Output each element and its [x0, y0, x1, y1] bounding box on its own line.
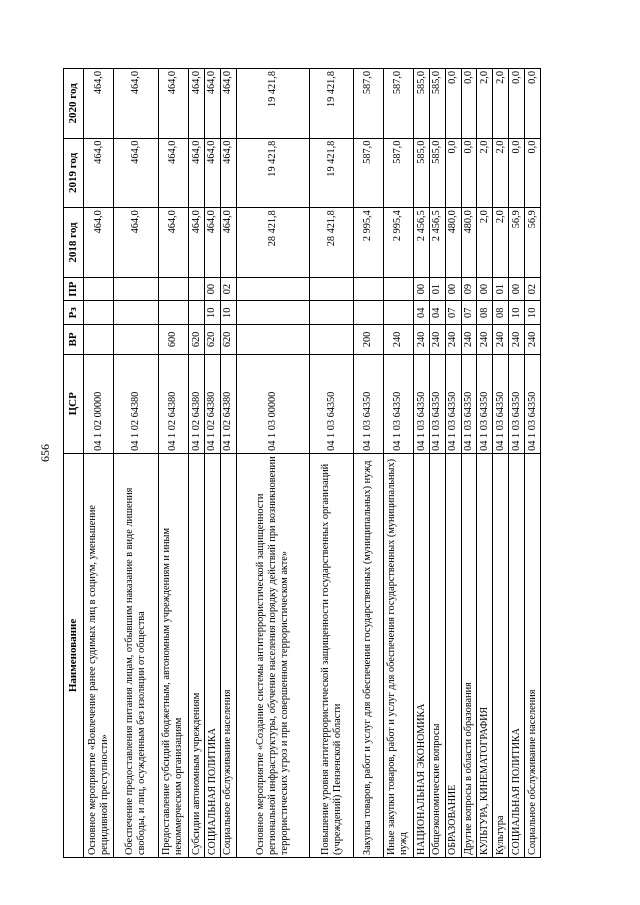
cell-2020: 2,0 [477, 69, 493, 139]
cell-2020: 587,0 [354, 69, 383, 139]
cell-2018: 464,0 [84, 208, 114, 278]
header-csr: ЦСР [64, 354, 84, 453]
header-pr: ПР [64, 277, 84, 301]
cell-rz [383, 301, 413, 325]
cell-csr: 04 1 02 64380 [158, 354, 188, 453]
cell-name: Основное мероприятие «Создание системы антитеррористической защищенности региональной инфраструктуры, обучение населения порядку действий при возникновении террористических угроз и при совершенном террористическом акте» [236, 453, 310, 857]
cell-2018: 2,0 [477, 208, 493, 278]
cell-name: Культура [493, 453, 509, 857]
cell-2020: 464,0 [84, 69, 114, 139]
cell-2019: 585,0 [414, 138, 430, 208]
cell-rz [114, 301, 158, 325]
cell-pr [354, 277, 383, 301]
cell-csr: 04 1 03 64350 [493, 354, 509, 453]
table-row [84, 69, 114, 858]
table-row [445, 69, 461, 858]
cell-vr: 240 [383, 325, 413, 355]
cell-rz: 10 [509, 301, 525, 325]
cell-vr: 240 [524, 325, 540, 355]
cell-2019: 2,0 [477, 138, 493, 208]
cell-vr: 620 [189, 325, 205, 355]
cell-2018: 2 456,5 [414, 208, 430, 278]
cell-csr: 04 1 02 64380 [220, 354, 236, 453]
cell-rz [310, 301, 354, 325]
cell-2019: 0,0 [524, 138, 540, 208]
cell-csr: 04 1 02 64380 [114, 354, 158, 453]
cell-2019: 585,0 [429, 138, 445, 208]
cell-2019: 464,0 [204, 138, 220, 208]
cell-2018: 464,0 [204, 208, 220, 278]
table-row [189, 69, 205, 858]
cell-2019: 19 421,8 [310, 138, 354, 208]
cell-csr: 04 1 02 64380 [204, 354, 220, 453]
cell-rz [84, 301, 114, 325]
cell-2018: 464,0 [158, 208, 188, 278]
cell-name: Предоставление субсидий бюджетным, автономным учреждениям и иным некоммерческим организациям [158, 453, 188, 857]
cell-vr [310, 325, 354, 355]
cell-2019: 464,0 [114, 138, 158, 208]
header-name: Наименование [64, 453, 84, 857]
cell-rz: 04 [429, 301, 445, 325]
cell-2018: 28 421,8 [236, 208, 310, 278]
table-row [310, 69, 354, 858]
table-row [204, 69, 220, 858]
table-row [114, 69, 158, 858]
cell-pr: 01 [429, 277, 445, 301]
cell-pr: 09 [461, 277, 477, 301]
cell-pr: 00 [445, 277, 461, 301]
cell-vr: 620 [204, 325, 220, 355]
cell-vr: 620 [220, 325, 236, 355]
cell-2020: 464,0 [220, 69, 236, 139]
header-2019: 2019 год [64, 138, 84, 208]
table-row [414, 69, 430, 858]
cell-pr [236, 277, 310, 301]
cell-name: Повышение уровня антитеррористической защищенности государственных организаций (учреждений) Пензенской области [310, 453, 354, 857]
cell-pr [189, 277, 205, 301]
cell-rz: 10 [204, 301, 220, 325]
cell-name: Общеэкономические вопросы [429, 453, 445, 857]
cell-rz: 10 [524, 301, 540, 325]
header-vr: ВР [64, 325, 84, 355]
cell-2018: 2 456,5 [429, 208, 445, 278]
cell-rz: 08 [493, 301, 509, 325]
cell-2019: 0,0 [461, 138, 477, 208]
table-row [461, 69, 477, 858]
cell-2020: 2,0 [493, 69, 509, 139]
cell-vr: 240 [461, 325, 477, 355]
cell-csr: 04 1 03 64350 [354, 354, 383, 453]
cell-name: Обеспечение предоставления питания лицам, отбывшим наказание в виде лишения свободы, и лиц, осужденным без изоляции от общества [114, 453, 158, 857]
cell-vr: 240 [414, 325, 430, 355]
cell-pr [310, 277, 354, 301]
cell-2020: 585,0 [429, 69, 445, 139]
cell-pr: 00 [509, 277, 525, 301]
cell-pr [114, 277, 158, 301]
cell-rz: 07 [445, 301, 461, 325]
cell-rz [354, 301, 383, 325]
cell-csr: 04 1 02 64380 [189, 354, 205, 453]
cell-2019: 2,0 [493, 138, 509, 208]
cell-2018: 464,0 [114, 208, 158, 278]
cell-2018: 480,0 [445, 208, 461, 278]
cell-vr: 240 [509, 325, 525, 355]
header-2018: 2018 год [64, 208, 84, 278]
header-rz: Рз [64, 301, 84, 325]
cell-vr: 200 [354, 325, 383, 355]
cell-pr [383, 277, 413, 301]
cell-name: Социальное обслуживание населения [220, 453, 236, 857]
cell-2020: 464,0 [158, 69, 188, 139]
cell-vr: 600 [158, 325, 188, 355]
cell-2019: 464,0 [220, 138, 236, 208]
cell-2018: 480,0 [461, 208, 477, 278]
cell-vr [84, 325, 114, 355]
table-row [524, 69, 540, 858]
cell-csr: 04 1 03 64350 [429, 354, 445, 453]
table-row [429, 69, 445, 858]
cell-2020: 464,0 [204, 69, 220, 139]
cell-2019: 464,0 [189, 138, 205, 208]
cell-rz: 08 [477, 301, 493, 325]
budget-table [63, 68, 541, 858]
cell-pr: 02 [220, 277, 236, 301]
cell-name: Другие вопросы в области образования [461, 453, 477, 857]
page-number: 656 [38, 444, 52, 462]
cell-csr: 04 1 03 64350 [310, 354, 354, 453]
cell-rz: 10 [220, 301, 236, 325]
cell-pr: 00 [477, 277, 493, 301]
table-row [236, 69, 310, 858]
cell-name: НАЦИОНАЛЬНАЯ ЭКОНОМИКА [414, 453, 430, 857]
cell-name: СОЦИАЛЬНАЯ ПОЛИТИКА [204, 453, 220, 857]
table-row [158, 69, 188, 858]
cell-pr: 01 [493, 277, 509, 301]
cell-vr [236, 325, 310, 355]
cell-2018: 464,0 [220, 208, 236, 278]
cell-name: Основное мероприятие «Вовлечение ранее судимых лиц в социум, уменьшение рецидивной преступности» [84, 453, 114, 857]
cell-pr: 00 [414, 277, 430, 301]
cell-name: ОБРАЗОВАНИЕ [445, 453, 461, 857]
cell-2020: 0,0 [509, 69, 525, 139]
cell-csr: 04 1 03 64350 [461, 354, 477, 453]
cell-name: КУЛЬТУРА, КИНЕМАТОГРАФИЯ [477, 453, 493, 857]
cell-2019: 587,0 [354, 138, 383, 208]
cell-2018: 2 995,4 [354, 208, 383, 278]
cell-name: Иные закупки товаров, работ и услуг для обеспечения государственных (муниципальных) нужд [383, 453, 413, 857]
cell-pr [158, 277, 188, 301]
cell-2020: 0,0 [445, 69, 461, 139]
cell-pr: 02 [524, 277, 540, 301]
cell-csr: 04 1 02 00000 [84, 354, 114, 453]
cell-name: СОЦИАЛЬНАЯ ПОЛИТИКА [509, 453, 525, 857]
cell-2019: 0,0 [445, 138, 461, 208]
cell-2019: 19 421,8 [236, 138, 310, 208]
cell-csr: 04 1 03 64350 [383, 354, 413, 453]
cell-2020: 587,0 [383, 69, 413, 139]
cell-csr: 04 1 03 64350 [477, 354, 493, 453]
cell-csr: 04 1 03 64350 [524, 354, 540, 453]
cell-csr: 04 1 03 64350 [414, 354, 430, 453]
cell-2020: 0,0 [524, 69, 540, 139]
table-header-row [64, 69, 84, 858]
header-2020: 2020 год [64, 69, 84, 139]
cell-2018: 56,9 [524, 208, 540, 278]
cell-2018: 2 995,4 [383, 208, 413, 278]
cell-2018: 2,0 [493, 208, 509, 278]
cell-pr [84, 277, 114, 301]
cell-2020: 19 421,8 [310, 69, 354, 139]
cell-name: Социальное обслуживание населения [524, 453, 540, 857]
cell-vr: 240 [493, 325, 509, 355]
cell-2020: 19 421,8 [236, 69, 310, 139]
cell-vr [114, 325, 158, 355]
cell-2020: 464,0 [189, 69, 205, 139]
cell-rz [158, 301, 188, 325]
table-row [493, 69, 509, 858]
cell-2019: 464,0 [158, 138, 188, 208]
table-row [477, 69, 493, 858]
table-row [354, 69, 383, 858]
cell-rz [189, 301, 205, 325]
cell-2019: 0,0 [509, 138, 525, 208]
cell-csr: 04 1 03 64350 [445, 354, 461, 453]
rotated-table-container [63, 68, 541, 858]
cell-2020: 0,0 [461, 69, 477, 139]
cell-2020: 585,0 [414, 69, 430, 139]
cell-name: Закупка товаров, работ и услуг для обеспечения государственных (муниципальных) нужд [354, 453, 383, 857]
table-row [509, 69, 525, 858]
cell-vr: 240 [429, 325, 445, 355]
cell-name: Субсидии автономным учреждениям [189, 453, 205, 857]
cell-rz: 04 [414, 301, 430, 325]
table-row [383, 69, 413, 858]
cell-2019: 587,0 [383, 138, 413, 208]
cell-csr: 04 1 03 64350 [509, 354, 525, 453]
table-row [220, 69, 236, 858]
cell-2018: 56,9 [509, 208, 525, 278]
cell-csr: 04 1 03 00000 [236, 354, 310, 453]
cell-rz [236, 301, 310, 325]
cell-vr: 240 [445, 325, 461, 355]
cell-2018: 464,0 [189, 208, 205, 278]
cell-rz: 07 [461, 301, 477, 325]
cell-pr: 00 [204, 277, 220, 301]
cell-2020: 464,0 [114, 69, 158, 139]
cell-vr: 240 [477, 325, 493, 355]
cell-2019: 464,0 [84, 138, 114, 208]
cell-2018: 28 421,8 [310, 208, 354, 278]
